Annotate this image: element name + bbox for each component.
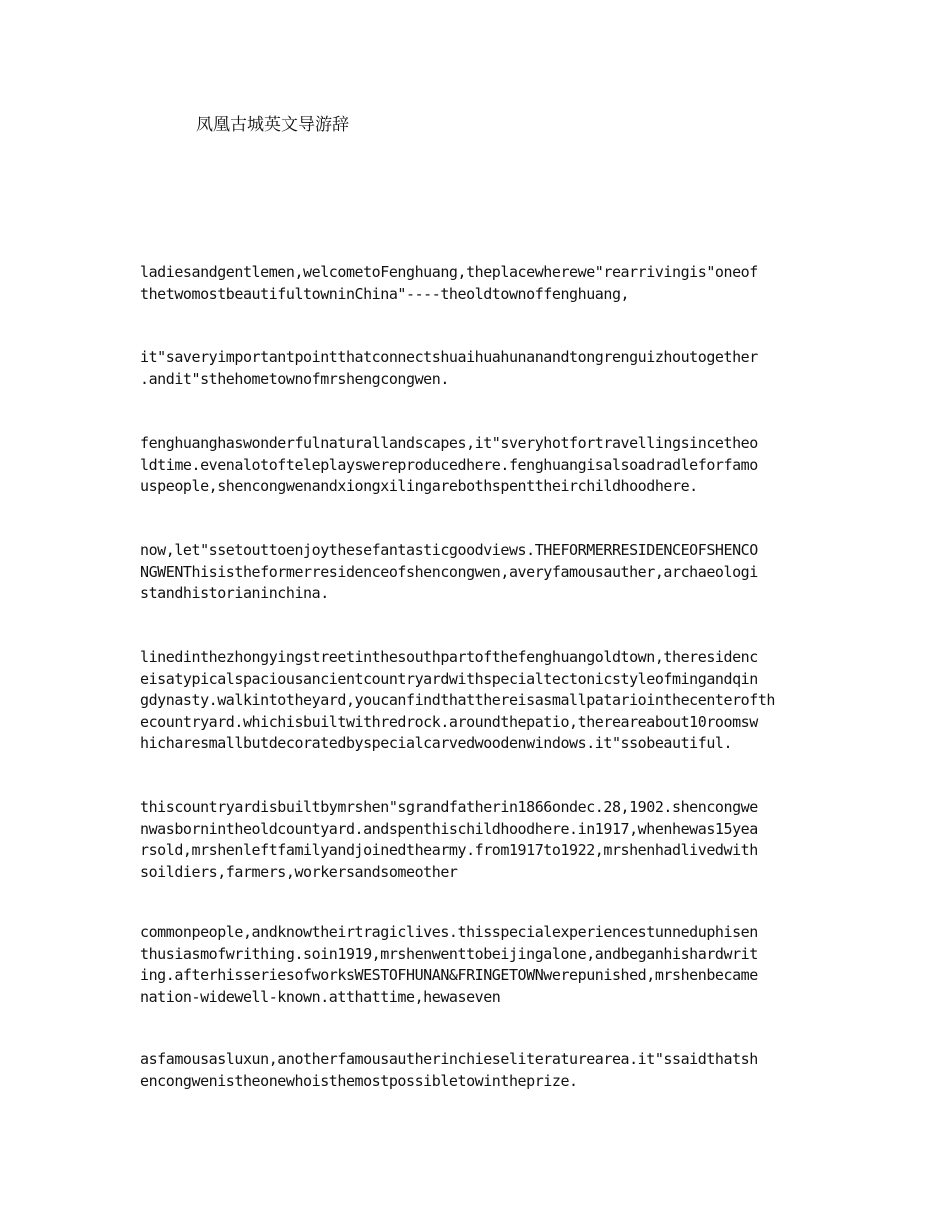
paragraph-line: .andit"sthehometownofmrshengcongwen. — [140, 369, 449, 388]
paragraph-line: nation-widewell-known.atthattime,hewaseven — [140, 987, 501, 1006]
paragraph-line: thusiasmofwrithing.soin1919,mrshenwenttobeijingalone,andbeganhishardwrit — [140, 944, 758, 963]
paragraph-line: asfamousasluxun,anotherfamousautherinchieseliteraturearea.it"ssaidthatsh — [140, 1050, 758, 1068]
paragraph-line: thiscountryardisbuiltbymrshen"sgrandfatherin1866ondec.28,1902.shencongwe — [140, 798, 758, 816]
paragraph-courtyard — [140, 647, 820, 755]
paragraph-writing — [140, 922, 820, 1008]
paragraph-former-residence — [140, 540, 820, 605]
paragraph-line: gdynasty.walkintotheyard,youcanfindthatthereisasmallpatariointhecenterofth — [140, 691, 775, 709]
paragraph-line: nwasbornintheoldcountyard.andspenthischildhoodhere.in1917,whenhewas15yea — [140, 819, 758, 838]
paragraph-line: it"saveryimportantpointthatconnectshuaihuahunanandtongrenguizhoutogether — [140, 348, 758, 366]
paragraph-line: soildiers,farmers,workersandsomeother — [140, 862, 458, 881]
paragraph-line: hicharesmallbutdecoratedbyspecialcarvedwoodenwindows.it"ssobeautiful. — [140, 734, 733, 752]
paragraph-welcome — [140, 262, 820, 305]
paragraph-line: ing.afterhisseriesofworksWESTOFHUNAN&FRINGETOWNwerepunished,mrshenbecame — [140, 966, 758, 984]
paragraph-location — [140, 347, 820, 390]
paragraph-line: now,let"ssetouttoenjoythesefantasticgoodviews.THEFORMERRESIDENCEOFSHENCO — [140, 541, 758, 559]
paragraph-line: thetwomostbeautifultowninChina"----theoldtownoffenghuang, — [140, 284, 630, 303]
paragraph-landscapes — [140, 433, 820, 498]
paragraph-history — [140, 797, 820, 883]
paragraph-line: standhistorianinchina. — [140, 584, 329, 602]
paragraph-fame — [140, 1049, 820, 1092]
paragraph-line: eisatypicalspaciousancientcountryardwithspecialtectonicstyleofmingandqin — [140, 669, 758, 688]
paragraph-line: fenghuanghaswonderfulnaturallandscapes,it"sveryhotfortravellingsincetheo — [140, 434, 758, 452]
paragraph-line: ecountryard.whichisbuiltwithredrock.aroundthepatio,thereareabout10roomsw — [140, 712, 758, 731]
paragraph-line: uspeople,shencongwenandxiongxilingarebothspenttheirchildhoodhere. — [140, 477, 698, 495]
paragraph-line: commonpeople,andknowtheirtragiclives.thisspecialexperiencestunneduphisen — [140, 923, 758, 941]
paragraph-line: NGWENThisistheformerresidenceofshencongwen,averyfamousauther,archaeologi — [140, 562, 758, 581]
document-title: 凤凰古城英文导游辞 — [196, 115, 349, 135]
paragraph-line: linedinthezhongyingstreetinthesouthpartofthefenghuangoldtown,theresidenc — [140, 648, 758, 666]
paragraph-line: encongwenistheonewhoisthemostpossibletowintheprize. — [140, 1071, 578, 1090]
paragraph-line: ldtime.evenalotofteleplayswereproducedhere.fenghuangisalsoadradleforfamo — [140, 455, 758, 474]
paragraph-line: ladiesandgentlemen,welcometoFenghuang,theplacewherewe"rearrivingis"oneof — [140, 263, 758, 281]
paragraph-line: rsold,mrshenleftfamilyandjoinedthearmy.from1917to1922,mrshenhadlivedwith — [140, 841, 758, 859]
